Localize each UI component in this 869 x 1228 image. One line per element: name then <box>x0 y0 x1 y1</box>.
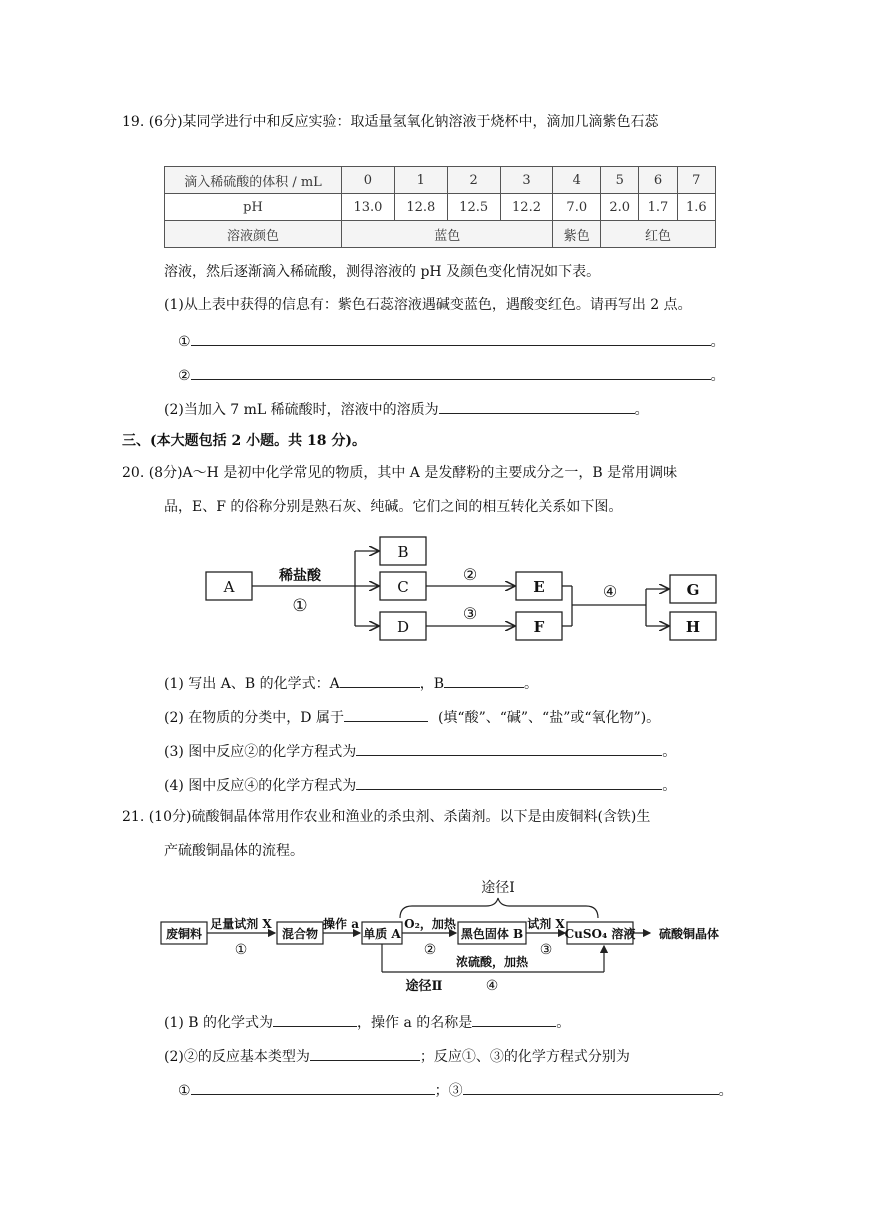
table-header-volume: 滴入稀硫酸的体积 / mL <box>165 167 342 194</box>
s2-text: ；反应①、③的化学方程式分别为 <box>419 1049 630 1065</box>
table-cell: 7 <box>677 167 715 194</box>
step-label: ① <box>292 596 308 616</box>
answer-blank[interactable] <box>310 1044 420 1061</box>
period: 。 <box>634 402 649 418</box>
table-cell: 1.6 <box>677 194 715 221</box>
arrow-label: 操作 a <box>323 917 359 931</box>
table-cell: 蓝色 <box>342 221 553 248</box>
period: 。 <box>662 778 677 794</box>
s2-text: (2)②的反应基本类型为 <box>164 1049 310 1065</box>
table-cell: 12.2 <box>500 194 553 221</box>
table-cell: 6 <box>639 167 677 194</box>
label-d: D <box>396 618 410 636</box>
label-a: A <box>223 578 235 596</box>
answer-blank[interactable] <box>463 1078 719 1095</box>
bottom-reagent-label: 浓硫酸，加热 <box>455 955 529 969</box>
arrow-label: 试剂 X <box>527 917 565 931</box>
s2-text: (填“酸”、“碱”、“盐”或“氧化物”)。 <box>437 710 661 726</box>
table-cell: 2.0 <box>601 194 639 221</box>
s1-text: ，B <box>419 676 444 692</box>
table-cell: 12.8 <box>394 194 447 221</box>
s1-text: (1) 写出 A、B 的化学式：A <box>164 676 340 692</box>
flow-box-label: CuSO₄ 溶液 <box>564 927 636 941</box>
table-cell: 1.7 <box>639 194 677 221</box>
path1-label: 途径Ⅰ <box>481 880 515 896</box>
circled-mark: ③ <box>448 1083 463 1099</box>
table-cell: 3 <box>500 167 553 194</box>
period: 。 <box>710 334 725 350</box>
step-label: ③ <box>539 942 553 958</box>
step-label: ④ <box>602 582 618 601</box>
answer-blank[interactable] <box>191 1078 435 1095</box>
q21-line1: 21. (10分)硫酸铜晶体常用作农业和渔业的杀虫剂、杀菌剂。以下是由废铜料(含铁)生 <box>122 809 651 825</box>
table-header-color: 溶液颜色 <box>165 221 342 248</box>
flow-box-label: 单质 A <box>363 927 401 941</box>
table-cell: 紫色 <box>553 221 601 248</box>
product-label: 硫酸铜晶体 <box>658 927 720 941</box>
circled-mark: ② <box>178 368 191 384</box>
reagent-label: 稀盐酸 <box>279 568 321 584</box>
label-f: F <box>533 618 545 636</box>
table-cell: 0 <box>342 167 395 194</box>
q21-s2 <box>164 1044 630 1067</box>
table-cell: 4 <box>553 167 601 194</box>
q20-line2: 品，E、F 的俗称分别是熟石灰、纯碱。它们之间的相互转化关系如下图。 <box>164 499 623 515</box>
s2-text: (2) 在物质的分类中，D 属于 <box>164 710 344 726</box>
table-cell: 13.0 <box>342 194 395 221</box>
section-heading: 三、(本大题包括 2 小题。共 18 分)。 <box>122 433 366 449</box>
label-e: E <box>533 578 545 596</box>
label-b: B <box>397 543 409 561</box>
label-g: G <box>686 581 700 599</box>
table-cell: 7.0 <box>553 194 601 221</box>
period: 。 <box>718 1083 733 1099</box>
answer-blank[interactable] <box>472 1010 556 1027</box>
label-h: H <box>685 618 701 636</box>
flow-box-label: 废铜料 <box>165 927 203 941</box>
s1-text: ，操作 a 的名称是 <box>357 1015 473 1031</box>
table-cell: 红色 <box>601 221 716 248</box>
period: 。 <box>662 744 677 760</box>
q21-s2-answers <box>178 1078 733 1101</box>
s1-text: (1) B 的化学式为 <box>164 1015 274 1031</box>
q21-line2: 产硫酸铜晶体的流程。 <box>164 843 304 859</box>
q20-line1: 20. (8分)A～H 是初中化学常见的物质，其中 A 是发酵粉的主要成分之一，B 是常用调味 <box>122 465 678 481</box>
step-label: ③ <box>462 604 478 623</box>
sub2-text: (2)当加入 7 mL 稀硫酸时，溶液中的溶质为 <box>164 402 439 418</box>
period: 。 <box>710 368 725 384</box>
table-cell: 2 <box>447 167 500 194</box>
semicolon: ； <box>434 1083 449 1099</box>
circled-mark: ① <box>178 1083 191 1099</box>
s4-text: (4) 图中反应④的化学方程式为 <box>164 778 357 794</box>
table-cell: 5 <box>601 167 639 194</box>
step-label: ④ <box>485 978 499 994</box>
step-label: ② <box>423 942 437 958</box>
table-cell: 12.5 <box>447 194 500 221</box>
arrow-label: 足量试剂 X <box>210 917 272 931</box>
q21-s1 <box>164 1010 570 1033</box>
flow-box-label: 黑色固体 B <box>460 927 524 941</box>
flow-box-label: 混合物 <box>281 927 319 941</box>
period: 。 <box>524 676 538 692</box>
step-label: ② <box>462 565 478 584</box>
step-label: ① <box>234 942 248 958</box>
q19-intro: 19. (6分)某同学进行中和反应实验：取适量氢氧化钠溶液于烧杯中，滴加几滴紫色石蕊 <box>122 114 659 130</box>
path2-label: 途径Ⅱ <box>405 979 443 994</box>
answer-blank[interactable] <box>273 1010 357 1027</box>
s3-text: (3) 图中反应②的化学方程式为 <box>164 744 357 760</box>
label-c: C <box>397 578 409 596</box>
circled-mark: ① <box>178 334 191 350</box>
table-header-ph: pH <box>165 194 342 221</box>
table-cell: 1 <box>394 167 447 194</box>
arrow-label: O₂，加热 <box>404 917 456 931</box>
q19-intro-cont: 溶液，然后逐渐滴入稀硫酸，测得溶液的 pH 及颜色变化情况如下表。 <box>164 264 601 280</box>
q19-sub1: (1)从上表中获得的信息有：紫色石蕊溶液遇碱变蓝色，遇酸变红色。请再写出 2 点。 <box>164 297 692 313</box>
period: 。 <box>556 1015 571 1031</box>
